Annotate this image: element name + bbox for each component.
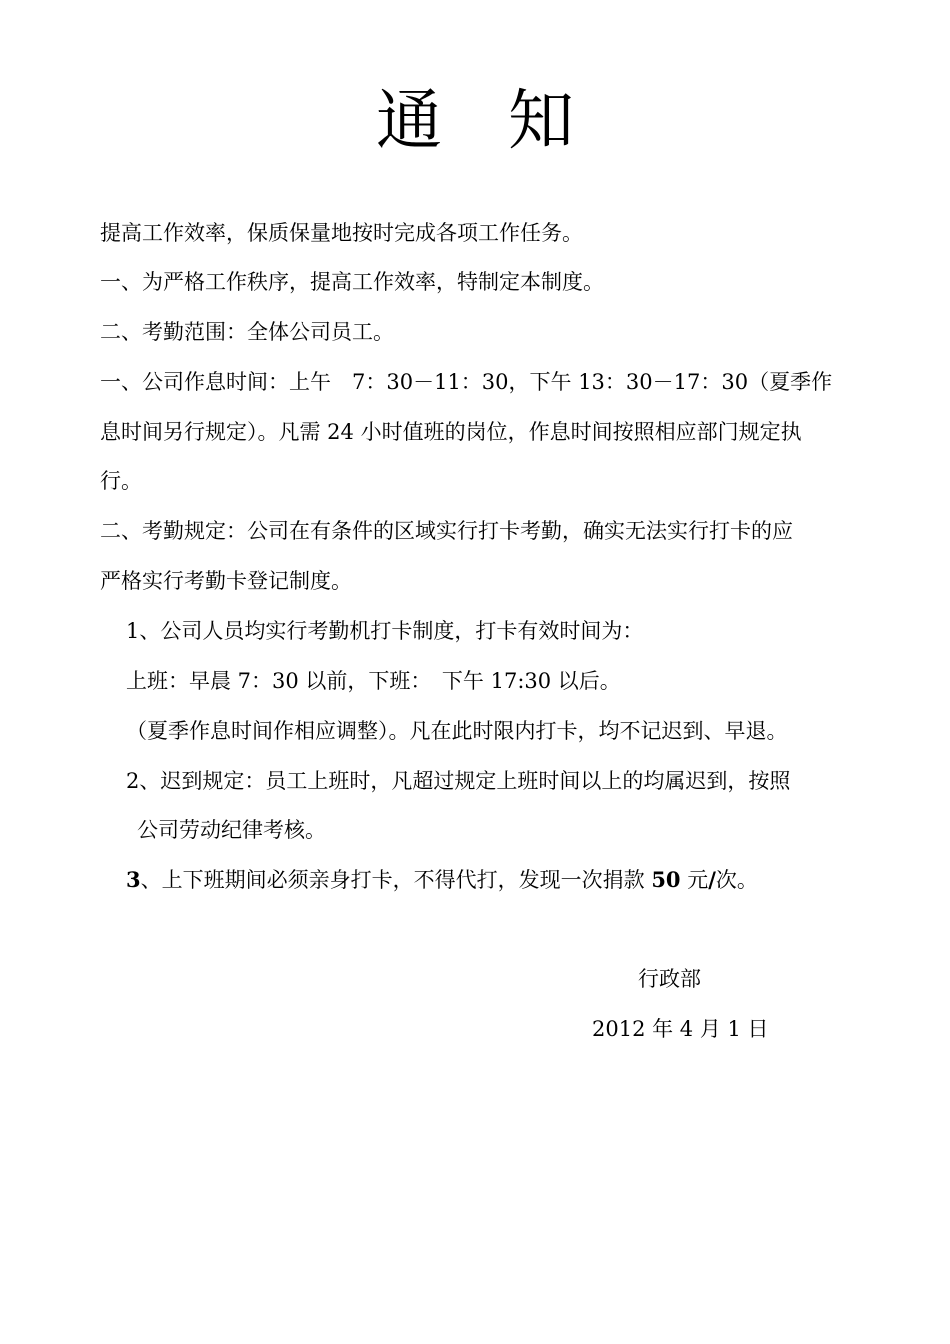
rule-item-3 [126, 865, 886, 895]
section-purpose: 一、为严格工作秩序，提高工作效率，特制定本制度。 [100, 270, 604, 294]
rule-item-2-line-2: 公司劳动纪律考核。 [137, 818, 326, 842]
intro-paragraph: 提高工作效率，保质保量地按时完成各项工作任务。 [100, 221, 583, 245]
title-char-1: 通 [376, 82, 442, 159]
section-scope: 二、考勤范围：全体公司员工。 [100, 320, 394, 344]
rule-item-1: 1、公司人员均实行考勤机打卡制度，打卡有效时间为： [126, 619, 644, 643]
rule-item-3-slash: / [708, 867, 716, 892]
section-hours-line-2: 息时间另行规定）。凡需 24 小时值班的岗位，作息时间按照相应部门规定执 [100, 420, 802, 444]
rule-item-3-amount: 50 [651, 867, 681, 892]
rule-item-1-note: （夏季作息时间作相应调整）。凡在此时限内打卡，均不记迟到、早退。 [126, 719, 788, 743]
signature-department: 行政部 [638, 967, 701, 991]
document-title [0, 76, 950, 166]
rule-item-3-text-a: 、上下班期间必须亲身打卡，不得代打，发现一次捐款 [140, 868, 652, 892]
section-hours-line-1: 一、公司作息时间：上午 7：30－11：30，下午 13：30－17：30（夏季作 [100, 370, 833, 394]
rule-item-3-text-b: 元 [680, 868, 709, 892]
section-hours-line-3: 行。 [100, 469, 142, 493]
rule-item-1-times: 上班：早晨 7：30 以前，下班： 下午 17:30 以后。 [126, 669, 621, 693]
signature-date: 2012 年 4 月 1 日 [592, 1017, 769, 1041]
rule-item-3-text-c: 次。 [715, 868, 758, 892]
rule-item-3-number: 3 [126, 867, 141, 892]
section-rules-line-1: 二、考勤规定：公司在有条件的区域实行打卡考勤，确实无法实行打卡的应 [100, 519, 793, 543]
section-rules-line-2: 严格实行考勤卡登记制度。 [100, 569, 352, 593]
rule-item-2-line-1: 2、迟到规定：员工上班时，凡超过规定上班时间以上的均属迟到，按照 [126, 769, 791, 793]
title-char-2: 知 [508, 82, 574, 159]
